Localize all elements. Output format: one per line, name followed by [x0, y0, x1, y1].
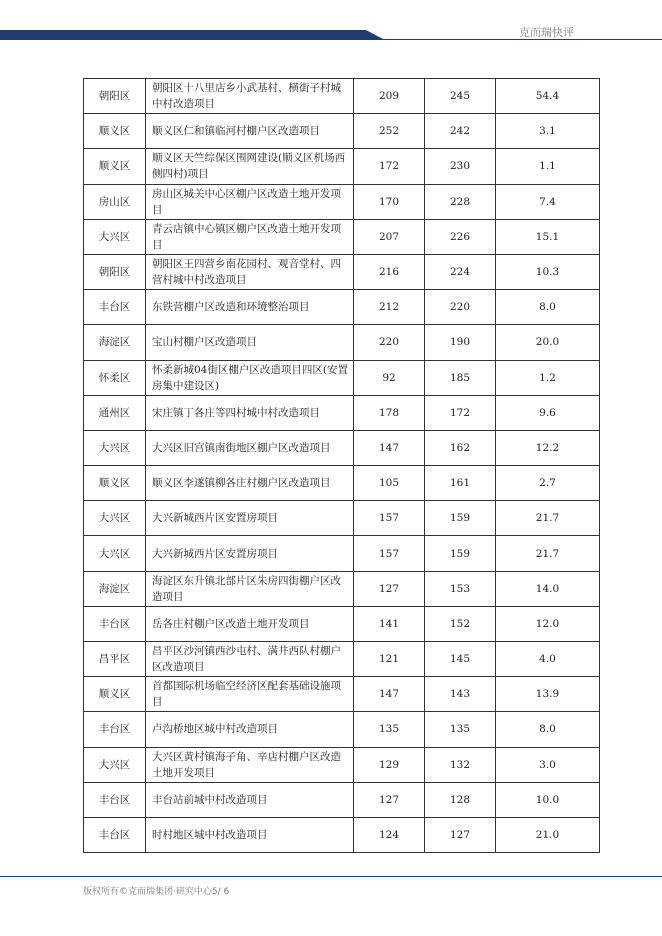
district-cell: 大兴区 — [84, 501, 146, 536]
value-b-cell: 159 — [425, 501, 496, 536]
value-c-cell: 21.7 — [496, 536, 600, 571]
table-row — [84, 571, 600, 606]
value-a-cell: 135 — [354, 712, 425, 747]
district-cell: 丰台区 — [84, 817, 146, 852]
district-cell: 通州区 — [84, 395, 146, 430]
footer-copyright: 版权所有©克而瑞集团·研究中心5/ 6 — [83, 887, 230, 897]
project-name-cell: 顺义区李遂镇柳各庄村棚户区改造项目 — [146, 466, 354, 501]
value-a-cell: 216 — [354, 254, 425, 289]
value-b-cell: 128 — [425, 782, 496, 817]
table-row — [84, 149, 600, 184]
value-a-cell: 141 — [354, 606, 425, 641]
value-c-cell: 2.7 — [496, 466, 600, 501]
value-c-cell: 3.1 — [496, 114, 600, 149]
table-row — [84, 817, 600, 852]
value-a-cell: 124 — [354, 817, 425, 852]
value-b-cell: 161 — [425, 466, 496, 501]
value-b-cell: 152 — [425, 606, 496, 641]
value-a-cell: 157 — [354, 501, 425, 536]
value-a-cell: 147 — [354, 430, 425, 465]
table-row — [84, 395, 600, 430]
value-a-cell: 209 — [354, 79, 425, 114]
value-c-cell: 20.0 — [496, 325, 600, 360]
table-row — [84, 712, 600, 747]
value-b-cell: 145 — [425, 642, 496, 677]
value-a-cell: 172 — [354, 149, 425, 184]
project-name-cell: 房山区城关中心区棚户区改造土地开发项目 — [146, 184, 354, 219]
value-b-cell: 226 — [425, 219, 496, 254]
table-row — [84, 466, 600, 501]
value-b-cell: 242 — [425, 114, 496, 149]
project-name-cell: 宋庄镇丁各庄等四村城中村改造项目 — [146, 395, 354, 430]
table-row — [84, 536, 600, 571]
value-a-cell: 127 — [354, 571, 425, 606]
value-c-cell: 8.0 — [496, 290, 600, 325]
value-b-cell: 132 — [425, 747, 496, 782]
district-cell: 朝阳区 — [84, 254, 146, 289]
value-b-cell: 135 — [425, 712, 496, 747]
district-cell: 大兴区 — [84, 430, 146, 465]
value-a-cell: 127 — [354, 782, 425, 817]
district-cell: 丰台区 — [84, 606, 146, 641]
value-a-cell: 157 — [354, 536, 425, 571]
value-c-cell: 3.0 — [496, 747, 600, 782]
value-a-cell: 252 — [354, 114, 425, 149]
table-row — [84, 254, 600, 289]
district-cell: 海淀区 — [84, 325, 146, 360]
table-row — [84, 642, 600, 677]
project-name-cell: 卢沟桥地区城中村改造项目 — [146, 712, 354, 747]
project-name-cell: 顺义区天竺综保区围网建设(顺义区机场西侧四村)项目 — [146, 149, 354, 184]
district-cell: 顺义区 — [84, 149, 146, 184]
value-c-cell: 21.7 — [496, 501, 600, 536]
project-name-cell: 丰台站前城中村改造项目 — [146, 782, 354, 817]
table-row — [84, 184, 600, 219]
project-name-cell: 大兴区黄村镇海子角、辛店村棚户区改造土地开发项目 — [146, 747, 354, 782]
value-b-cell: 185 — [425, 360, 496, 395]
project-name-cell: 海淀区东升镇北部片区朱房四街棚户区改造项目 — [146, 571, 354, 606]
value-a-cell: 121 — [354, 642, 425, 677]
table-row — [84, 606, 600, 641]
value-c-cell: 14.0 — [496, 571, 600, 606]
value-a-cell: 207 — [354, 219, 425, 254]
brand-label: 克而瑞快评 — [519, 26, 574, 39]
value-c-cell: 12.2 — [496, 430, 600, 465]
value-a-cell: 212 — [354, 290, 425, 325]
value-c-cell: 54.4 — [496, 79, 600, 114]
value-b-cell: 162 — [425, 430, 496, 465]
table-row — [84, 79, 600, 114]
value-c-cell: 1.1 — [496, 149, 600, 184]
project-name-cell: 朝阳区十八里店乡小武基村、横街子村城中村改造项目 — [146, 79, 354, 114]
district-cell: 怀柔区 — [84, 360, 146, 395]
value-a-cell: 129 — [354, 747, 425, 782]
project-name-cell: 首都国际机场临空经济区配套基础设施项目 — [146, 677, 354, 712]
project-name-cell: 怀柔新城04街区棚户区改造项目四区(安置房集中建设区) — [146, 360, 354, 395]
project-table-body — [84, 79, 600, 853]
district-cell: 昌平区 — [84, 642, 146, 677]
district-cell: 顺义区 — [84, 677, 146, 712]
value-b-cell: 245 — [425, 79, 496, 114]
value-b-cell: 228 — [425, 184, 496, 219]
value-a-cell: 147 — [354, 677, 425, 712]
table-row — [84, 290, 600, 325]
value-b-cell: 127 — [425, 817, 496, 852]
value-b-cell: 172 — [425, 395, 496, 430]
project-name-cell: 青云店镇中心镇区棚户区改造土地开发项目 — [146, 219, 354, 254]
value-c-cell: 7.4 — [496, 184, 600, 219]
table-row — [84, 430, 600, 465]
value-c-cell: 21.0 — [496, 817, 600, 852]
district-cell: 丰台区 — [84, 712, 146, 747]
project-name-cell: 时村地区城中村改造项目 — [146, 817, 354, 852]
value-c-cell: 10.3 — [496, 254, 600, 289]
district-cell: 大兴区 — [84, 536, 146, 571]
value-c-cell: 4.0 — [496, 642, 600, 677]
table-row — [84, 677, 600, 712]
table-row — [84, 782, 600, 817]
district-cell: 顺义区 — [84, 466, 146, 501]
project-table — [83, 78, 600, 853]
value-b-cell: 220 — [425, 290, 496, 325]
value-b-cell: 159 — [425, 536, 496, 571]
value-a-cell: 170 — [354, 184, 425, 219]
district-cell: 大兴区 — [84, 747, 146, 782]
district-cell: 海淀区 — [84, 571, 146, 606]
project-name-cell: 大兴新城西片区安置房项目 — [146, 536, 354, 571]
district-cell: 朝阳区 — [84, 79, 146, 114]
value-c-cell: 13.9 — [496, 677, 600, 712]
project-name-cell: 东铁营棚户区改造和环境整治项目 — [146, 290, 354, 325]
table-row — [84, 325, 600, 360]
district-cell: 丰台区 — [84, 290, 146, 325]
table-row — [84, 114, 600, 149]
value-c-cell: 9.6 — [496, 395, 600, 430]
value-b-cell: 224 — [425, 254, 496, 289]
project-name-cell: 宝山村棚户区改造项目 — [146, 325, 354, 360]
project-name-cell: 昌平区沙河镇西沙屯村、满井西队村棚户区改造项目 — [146, 642, 354, 677]
table-row — [84, 747, 600, 782]
value-c-cell: 15.1 — [496, 219, 600, 254]
header-accent-bar — [0, 30, 383, 39]
value-c-cell: 1.2 — [496, 360, 600, 395]
footer-divider — [0, 876, 662, 877]
district-cell: 顺义区 — [84, 114, 146, 149]
value-b-cell: 153 — [425, 571, 496, 606]
value-c-cell: 12.0 — [496, 606, 600, 641]
project-name-cell: 朝阳区王四营乡南花园村、观音堂村、四营村城中村改造项目 — [146, 254, 354, 289]
table-row — [84, 219, 600, 254]
project-name-cell: 大兴新城西片区安置房项目 — [146, 501, 354, 536]
value-a-cell: 105 — [354, 466, 425, 501]
project-name-cell: 顺义区仁和镇临河村棚户区改造项目 — [146, 114, 354, 149]
value-b-cell: 230 — [425, 149, 496, 184]
value-c-cell: 8.0 — [496, 712, 600, 747]
table-row — [84, 501, 600, 536]
table-row — [84, 360, 600, 395]
value-a-cell: 92 — [354, 360, 425, 395]
project-name-cell: 大兴区旧宫镇南街地区棚户区改造项目 — [146, 430, 354, 465]
district-cell: 房山区 — [84, 184, 146, 219]
value-a-cell: 220 — [354, 325, 425, 360]
project-name-cell: 岳各庄村棚户区改造土地开发项目 — [146, 606, 354, 641]
district-cell: 大兴区 — [84, 219, 146, 254]
district-cell: 丰台区 — [84, 782, 146, 817]
value-b-cell: 143 — [425, 677, 496, 712]
value-b-cell: 190 — [425, 325, 496, 360]
value-c-cell: 10.0 — [496, 782, 600, 817]
value-a-cell: 178 — [354, 395, 425, 430]
